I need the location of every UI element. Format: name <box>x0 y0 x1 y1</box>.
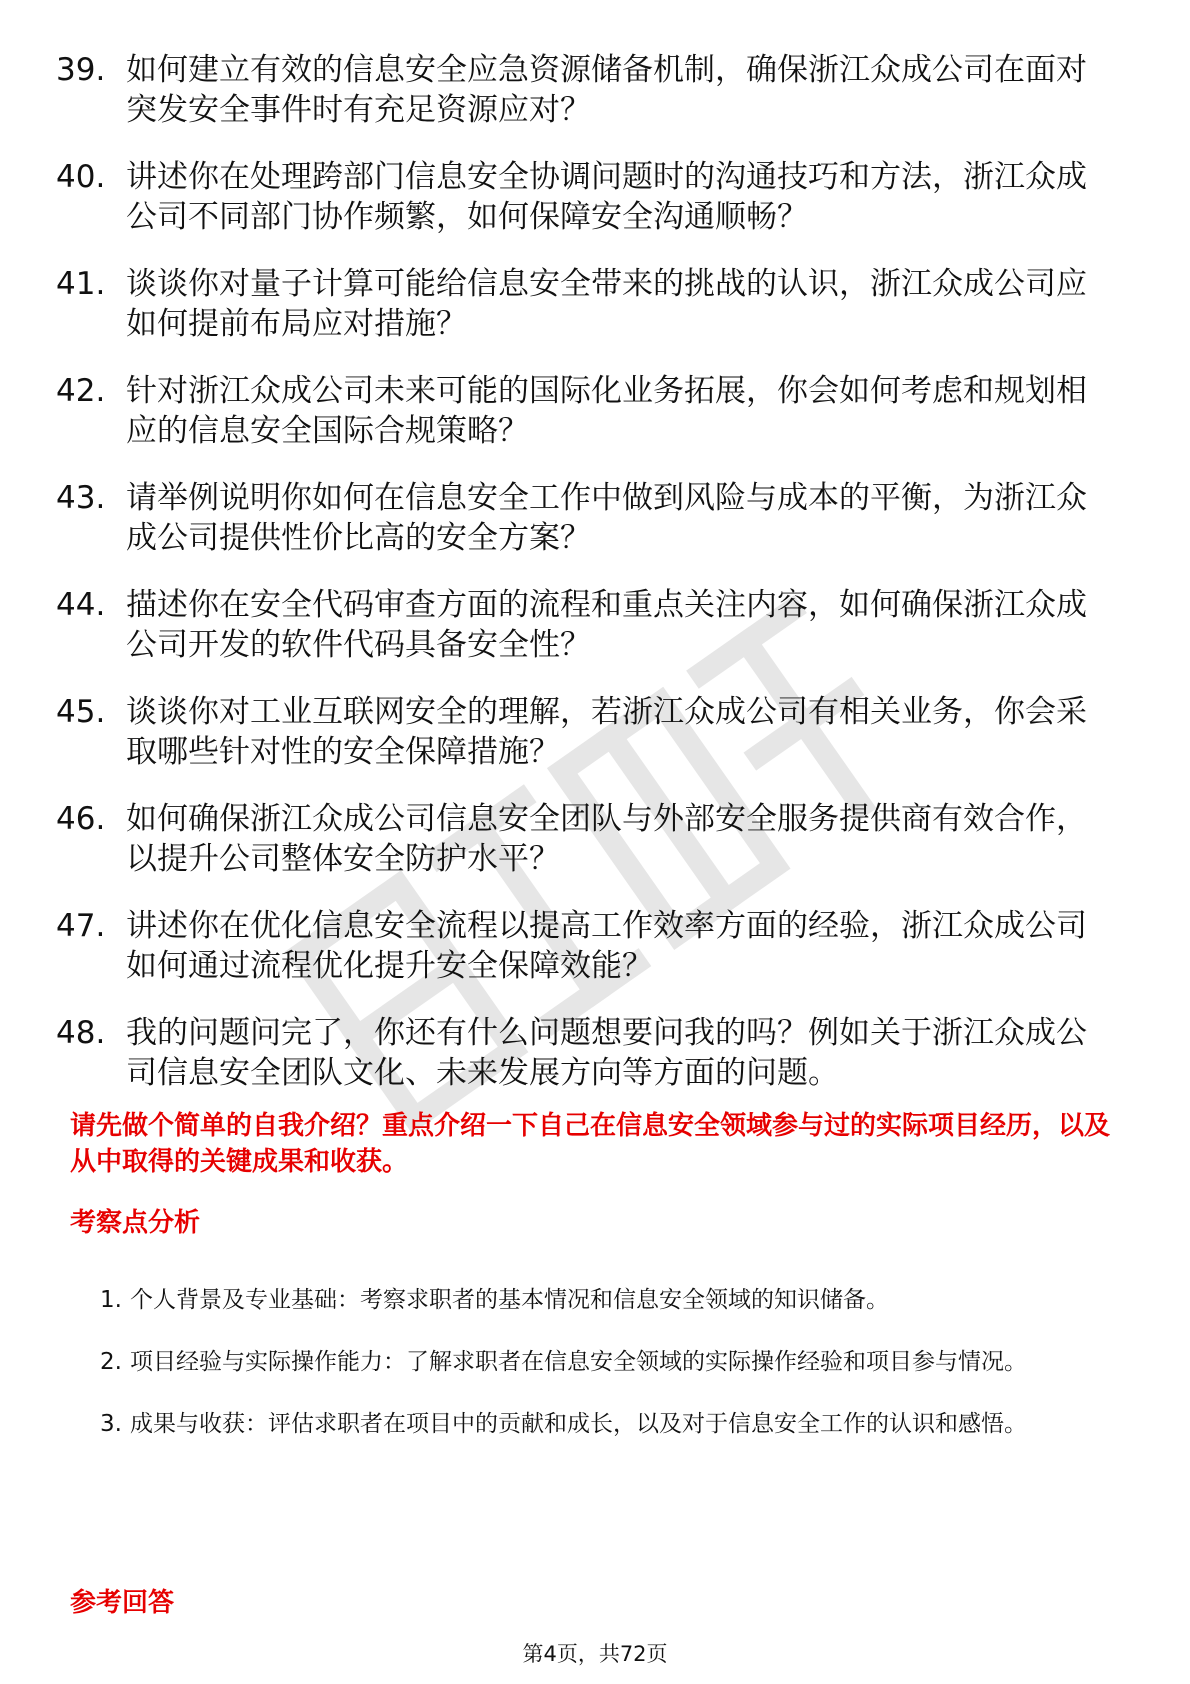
question-text: 请举例说明你如何在信息安全工作中做到风险与成本的平衡，为浙江众成公司提供性价比高的安全方案？ <box>126 480 1087 556</box>
analysis-item <box>100 1396 1120 1452</box>
question-text: 讲述你在处理跨部门信息安全协调问题时的沟通技巧和方法，浙江众成公司不同部门协作频繁，如何保障安全沟通顺畅？ <box>126 159 1087 235</box>
question-text: 我的问题问完了，你还有什么问题想要问我的吗？例如关于浙江众成公司信息安全团队文化、未来发展方向等方面的问题。 <box>126 1015 1087 1091</box>
question-item <box>56 906 1116 986</box>
analysis-item <box>100 1334 1120 1390</box>
question-text: 谈谈你对工业互联网安全的理解，若浙江众成公司有相关业务，你会采取哪些针对性的安全保障措施？ <box>126 694 1087 770</box>
analysis-heading: 考察点分析 <box>70 1208 201 1238</box>
question-number: 40. <box>56 159 106 195</box>
question-list <box>56 50 1116 1120</box>
question-number: 48. <box>56 1015 106 1051</box>
question-item <box>56 585 1116 665</box>
question-item <box>56 478 1116 558</box>
question-number: 47. <box>56 908 106 944</box>
question-number: 41. <box>56 266 106 302</box>
analysis-number: 2. <box>100 1349 122 1375</box>
question-text: 如何建立有效的信息安全应急资源储备机制，确保浙江众成公司在面对突发安全事件时有充足资源应对？ <box>126 52 1087 128</box>
question-number: 44. <box>56 587 106 623</box>
analysis-number: 3. <box>100 1411 122 1437</box>
question-item <box>56 1013 1116 1093</box>
analysis-list <box>100 1272 1120 1458</box>
question-item <box>56 50 1116 130</box>
question-item <box>56 157 1116 237</box>
analysis-text: 成果与收获：评估求职者在项目中的贡献和成长，以及对于信息安全工作的认识和感悟。 <box>130 1411 1027 1437</box>
question-text: 如何确保浙江众成公司信息安全团队与外部安全服务提供商有效合作，以提升公司整体安全防护水平？ <box>126 801 1087 877</box>
highlight-question: 请先做个简单的自我介绍？重点介绍一下自己在信息安全领域参与过的实际项目经历，以及从中取得的关键成果和收获。 <box>70 1111 1111 1177</box>
question-number: 42. <box>56 373 106 409</box>
page-number-footer: 第4页，共72页 <box>522 1642 668 1666</box>
analysis-item <box>100 1272 1120 1328</box>
analysis-text: 项目经验与实际操作能力：了解求职者在信息安全领域的实际操作经验和项目参与情况。 <box>130 1349 1027 1375</box>
question-number: 39. <box>56 52 106 88</box>
answer-heading: 参考回答 <box>70 1588 175 1618</box>
question-text: 针对浙江众成公司未来可能的国际化业务拓展，你会如何考虑和规划相应的信息安全国际合规策略？ <box>126 373 1087 449</box>
analysis-text: 个人背景及专业基础：考察求职者的基本情况和信息安全领域的知识储备。 <box>130 1287 889 1313</box>
question-item <box>56 799 1116 879</box>
question-number: 43. <box>56 480 106 516</box>
question-item <box>56 371 1116 451</box>
question-text: 谈谈你对量子计算可能给信息安全带来的挑战的认识，浙江众成公司应如何提前布局应对措施？ <box>126 266 1087 342</box>
analysis-number: 1. <box>100 1287 122 1313</box>
question-number: 45. <box>56 694 106 730</box>
question-item <box>56 264 1116 344</box>
question-item <box>56 692 1116 772</box>
question-number: 46. <box>56 801 106 837</box>
question-text: 讲述你在优化信息安全流程以提高工作效率方面的经验，浙江众成公司如何通过流程优化提升安全保障效能？ <box>126 908 1087 984</box>
question-text: 描述你在安全代码审查方面的流程和重点关注内容，如何确保浙江众成公司开发的软件代码具备安全性？ <box>126 587 1087 663</box>
